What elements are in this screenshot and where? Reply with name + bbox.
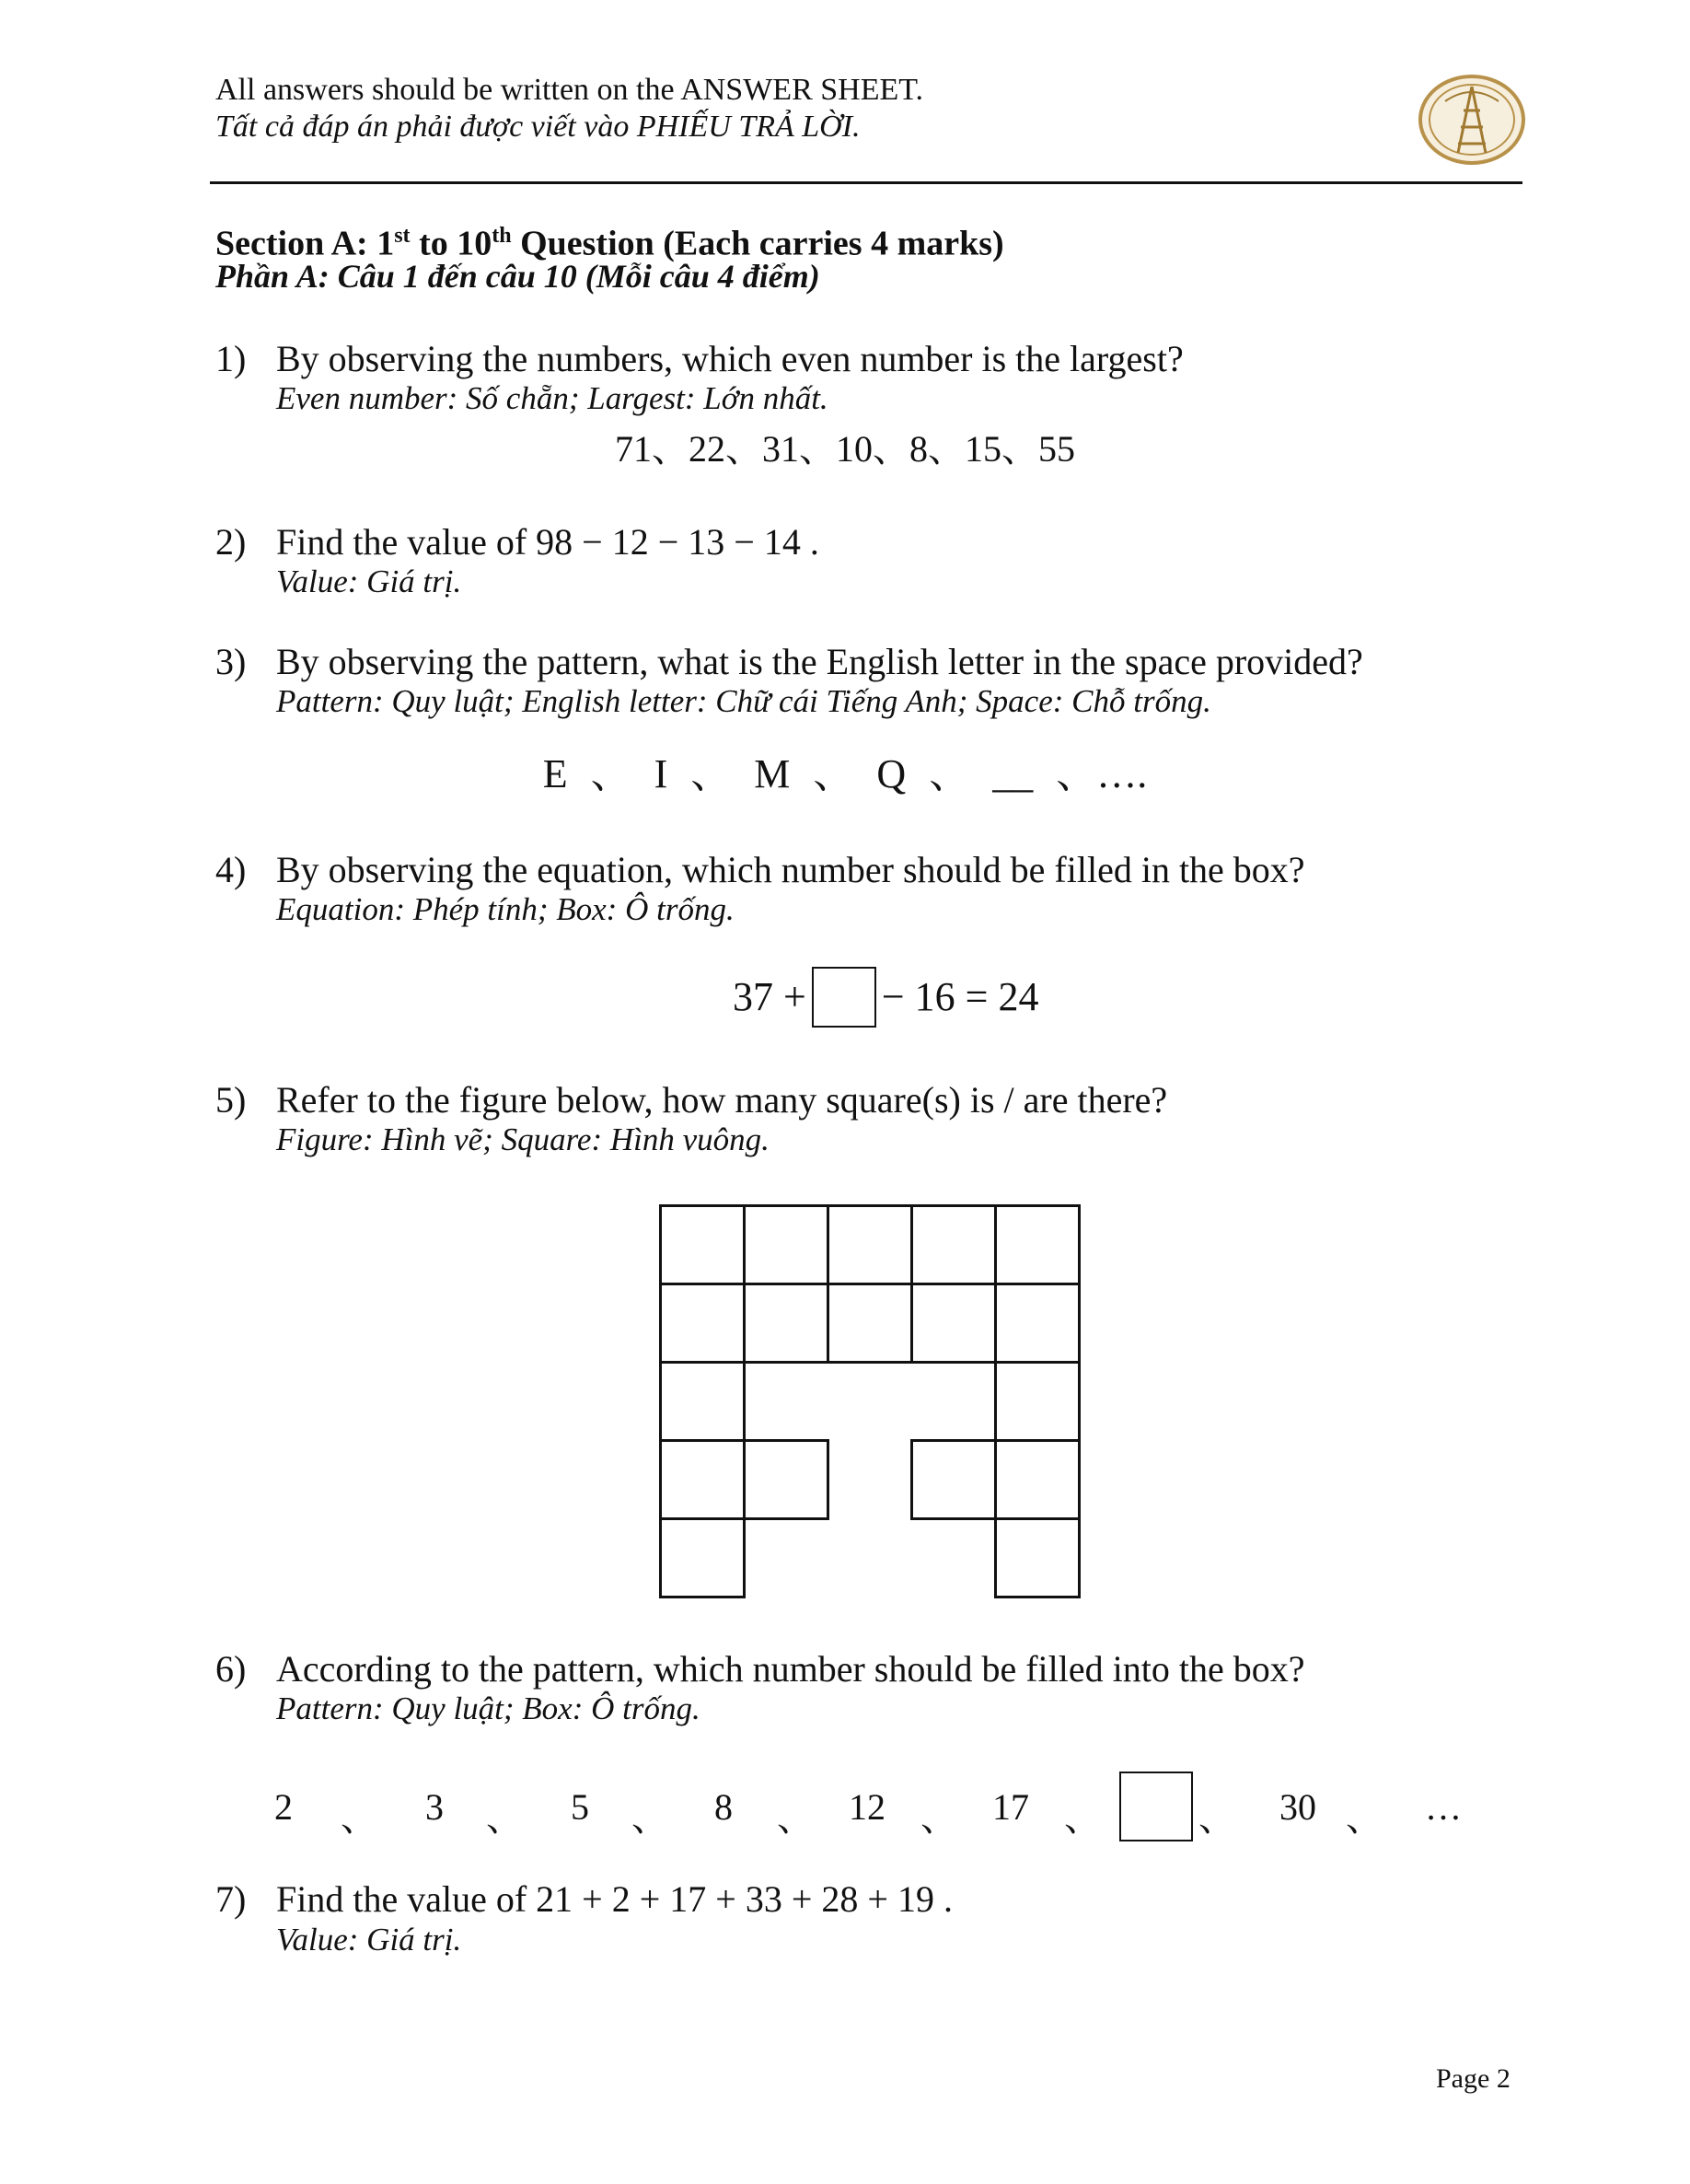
q7-text: Find the value of 21 + 2 + 17 + 33 + 28 + 19 . — [276, 1878, 953, 1920]
figure-cell — [743, 1439, 829, 1520]
q6-answer-box[interactable] — [1119, 1772, 1193, 1841]
q6-separator: 、 — [920, 1797, 957, 1839]
section-sup-1: st — [394, 224, 411, 248]
q6-separator: 、 — [631, 1797, 668, 1839]
header-instruction-vi: Tất cả đáp án phải được viết vào PHIẾU TRẢ LỜI. — [215, 110, 861, 144]
q4-equation-right: − 16 = 24 — [881, 974, 1039, 1019]
figure-cell — [910, 1204, 997, 1285]
q6-separator: 、 — [777, 1797, 814, 1839]
q5-text: Refer to the figure below, how many square(s) is / are there? — [276, 1079, 1168, 1121]
q5-square-figure — [659, 1204, 1082, 1600]
q6-term: … — [1425, 1786, 1462, 1828]
q2-hint: Value: Giá trị. — [276, 563, 462, 599]
figure-cell — [827, 1283, 913, 1364]
q6-term: 3 — [425, 1786, 444, 1828]
q3-text: By observing the pattern, what is the English letter in the space provided? — [276, 641, 1363, 682]
q4-text: By observing the equation, which number should be filled in the box? — [276, 849, 1305, 890]
q2-number: 2) — [215, 521, 247, 563]
q1-text: By observing the numbers, which even number is the largest? — [276, 338, 1184, 379]
figure-cell — [910, 1283, 997, 1364]
q6-text: According to the pattern, which number should be filled into the box? — [276, 1648, 1305, 1690]
figure-cell — [994, 1361, 1081, 1442]
figure-cell — [743, 1283, 829, 1364]
figure-cell — [994, 1517, 1081, 1598]
q6-term: 17 — [992, 1786, 1029, 1828]
q6-separator: 、 — [1346, 1797, 1383, 1839]
q4-answer-box[interactable] — [812, 967, 876, 1028]
q6-number: 6) — [215, 1648, 247, 1690]
figure-cell — [910, 1439, 997, 1520]
section-title-mid: to 10 — [410, 224, 492, 263]
q1-hint: Even number: Số chẵn; Largest: Lớn nhất. — [276, 380, 828, 416]
q6-separator: 、 — [341, 1797, 377, 1839]
q1-number-list: 71、22、31、10、8、15、55 — [615, 428, 1075, 470]
section-sup-2: th — [492, 224, 512, 248]
q4-number: 4) — [215, 849, 247, 890]
q6-separator: 、 — [1064, 1797, 1101, 1839]
header-instruction-en: All answers should be written on the ANSWER SHEET. — [215, 73, 924, 107]
figure-cell — [659, 1439, 746, 1520]
q4-hint: Equation: Phép tính; Box: Ô trống. — [276, 891, 735, 927]
header-divider — [210, 181, 1522, 184]
figure-cell — [994, 1283, 1081, 1364]
q6-separator: 、 — [486, 1797, 523, 1839]
q5-number: 5) — [215, 1079, 247, 1121]
q6-term: 12 — [849, 1786, 886, 1828]
section-subtitle: Phần A: Câu 1 đến câu 10 (Mỗi câu 4 điểm) — [215, 258, 820, 295]
figure-cell — [994, 1439, 1081, 1520]
figure-cell — [827, 1204, 913, 1285]
q1-number: 1) — [215, 338, 247, 379]
q6-term: 8 — [714, 1786, 733, 1828]
figure-cell — [994, 1204, 1081, 1285]
figure-cell — [659, 1283, 746, 1364]
section-title-pre: Section A: 1 — [215, 224, 395, 263]
q7-hint: Value: Giá trị. — [276, 1922, 462, 1957]
q6-separator: 、 — [1198, 1797, 1235, 1839]
q3-hint: Pattern: Quy luật; English letter: Chữ cái Tiếng Anh; Space: Chỗ trống. — [276, 683, 1211, 719]
figure-cell — [659, 1517, 746, 1598]
q2-text: Find the value of 98 − 12 − 13 − 14 . — [276, 521, 819, 563]
q6-term: 30 — [1279, 1786, 1316, 1828]
figure-cell — [659, 1204, 746, 1285]
q6-term: 2 — [274, 1786, 293, 1828]
figure-cell — [743, 1204, 829, 1285]
q4-equation — [733, 967, 1038, 1028]
q7-number: 7) — [215, 1878, 247, 1920]
q5-hint: Figure: Hình vẽ; Square: Hình vuông. — [276, 1121, 770, 1157]
page-number: Page 2 — [1436, 2063, 1511, 2094]
section-title-post: Question (Each carries 4 marks) — [511, 224, 1004, 263]
school-logo-icon — [1418, 74, 1526, 166]
q6-term: 5 — [571, 1786, 589, 1828]
q4-equation-left: 37 + — [733, 974, 806, 1019]
q3-letter-sequence: E 、 I 、 M 、 Q 、 __ 、…. — [542, 751, 1148, 796]
q3-number: 3) — [215, 641, 247, 682]
figure-cell — [659, 1361, 746, 1442]
q6-hint: Pattern: Quy luật; Box: Ô trống. — [276, 1690, 700, 1726]
